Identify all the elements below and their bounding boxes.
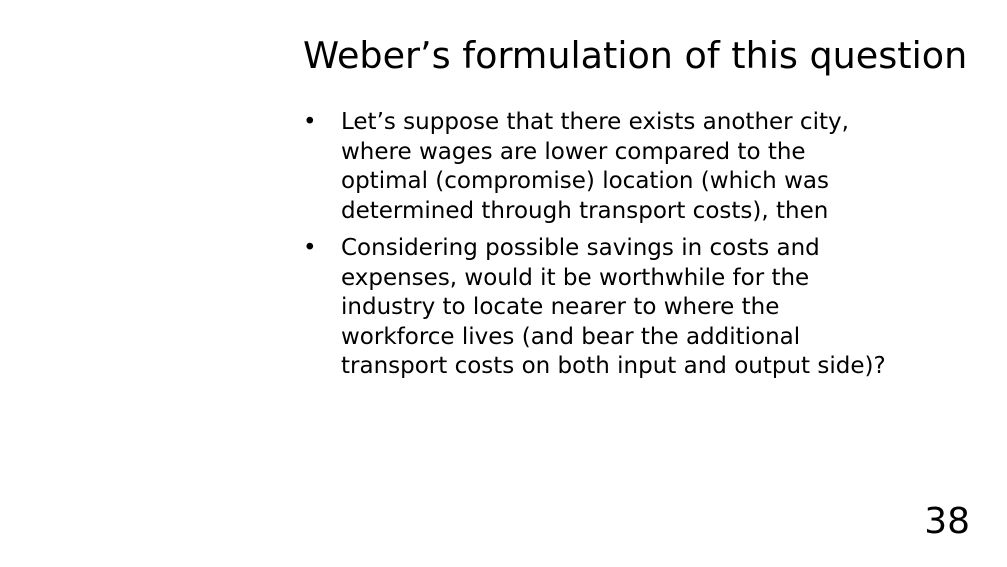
bullet-list — [303, 108, 983, 390]
bullet-item-wages — [303, 108, 983, 226]
bullet-item-savings — [303, 234, 983, 382]
page-number: 38 — [924, 501, 970, 542]
bullet-text: Let’s suppose that there exists another city, where wages are lower compared to the optimal (compromise) location (which was determined through transport costs), then — [341, 109, 849, 224]
slide-title: Weber’s formulation of this question — [303, 34, 968, 77]
bullet-marker: • — [303, 109, 317, 135]
bullet-text: Considering possible savings in costs and expenses, would it be worthwhile for the industry to locate nearer to where the workforce lives (and bear the additional transport costs on both input and output side)? — [341, 235, 886, 379]
bullet-marker: • — [303, 235, 317, 261]
